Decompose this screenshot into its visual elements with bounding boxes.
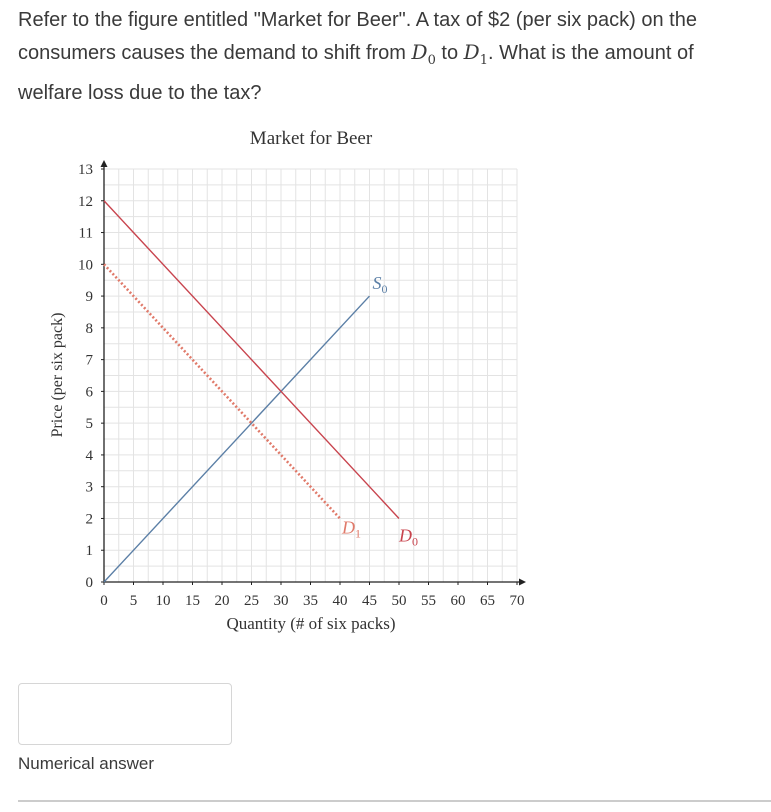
x-tick-label: 40 — [332, 593, 348, 609]
x-tick-label: 55 — [421, 593, 436, 609]
x-tick-label: 60 — [450, 593, 466, 609]
x-tick-label: 10 — [155, 593, 171, 609]
x-tick-label: 15 — [185, 593, 200, 609]
series-label-subscript: 1 — [355, 526, 361, 541]
x-axis-label: Quantity (# of six packs) — [226, 614, 396, 633]
series-label-letter: D — [399, 525, 412, 546]
y-tick-label: 0 — [85, 575, 93, 591]
y-tick-label: 1 — [85, 543, 93, 560]
market-for-beer-chart — [0, 110, 771, 640]
axes — [101, 160, 527, 586]
x-tick-label: 5 — [129, 593, 138, 609]
chart-title: Market for Beer — [249, 128, 373, 149]
d1-symbol: $D_1$ — [463, 40, 488, 68]
x-tick-label: 20 — [214, 593, 230, 609]
y-tick-label: 9 — [85, 289, 93, 306]
answer-input[interactable] — [18, 683, 232, 745]
series-label-d0 — [398, 525, 418, 548]
question-text — [18, 4, 738, 109]
x-tick-label: 30 — [273, 593, 289, 609]
series-label-subscript: 0 — [412, 534, 418, 549]
x-tick-label: 70 — [509, 593, 525, 609]
y-tick-label: 6 — [85, 384, 93, 401]
series-label-letter: S — [372, 273, 382, 294]
series-label-d1 — [341, 517, 361, 540]
d0-symbol: $D_0$ — [411, 40, 436, 68]
y-axis-arrow — [101, 160, 108, 167]
question-part-2: to — [435, 42, 464, 64]
question-part-1: Refer to the figure entitled "Market for Beer". A tax of $2 (per six pack) on the consumers causes the demand to shift from — [18, 9, 697, 64]
x-tick-label: 35 — [303, 593, 318, 609]
y-tick-label: 4 — [85, 447, 93, 464]
y-tick-label: 10 — [78, 257, 93, 274]
answer-label: Numerical answer — [18, 754, 155, 773]
series-label-subscript: 0 — [381, 282, 388, 297]
x-tick-label: 50 — [391, 593, 407, 609]
x-tick-label: 45 — [362, 593, 377, 609]
grid — [104, 169, 517, 582]
y-tick-label: 8 — [85, 320, 93, 337]
x-axis-arrow — [519, 579, 526, 586]
y-tick-label: 5 — [85, 416, 93, 433]
y-tick-label: 2 — [85, 511, 93, 528]
x-tick-label: 0 — [100, 593, 108, 609]
series-label-letter: D — [342, 517, 355, 538]
y-tick-label: 7 — [85, 352, 93, 369]
y-tick-label: 13 — [78, 162, 93, 178]
y-axis-label: Price (per six pack) — [49, 312, 66, 438]
y-tick-label: 11 — [78, 225, 93, 242]
question-part-3: . What is the amount of welfare loss due to the tax? — [18, 42, 694, 104]
divider — [18, 800, 771, 802]
y-tick-label: 3 — [85, 479, 93, 496]
series-label-s0 — [373, 273, 388, 296]
y-tick-label: 12 — [78, 193, 93, 210]
x-tick-label: 65 — [480, 593, 495, 609]
x-tick-label: 25 — [244, 593, 259, 609]
